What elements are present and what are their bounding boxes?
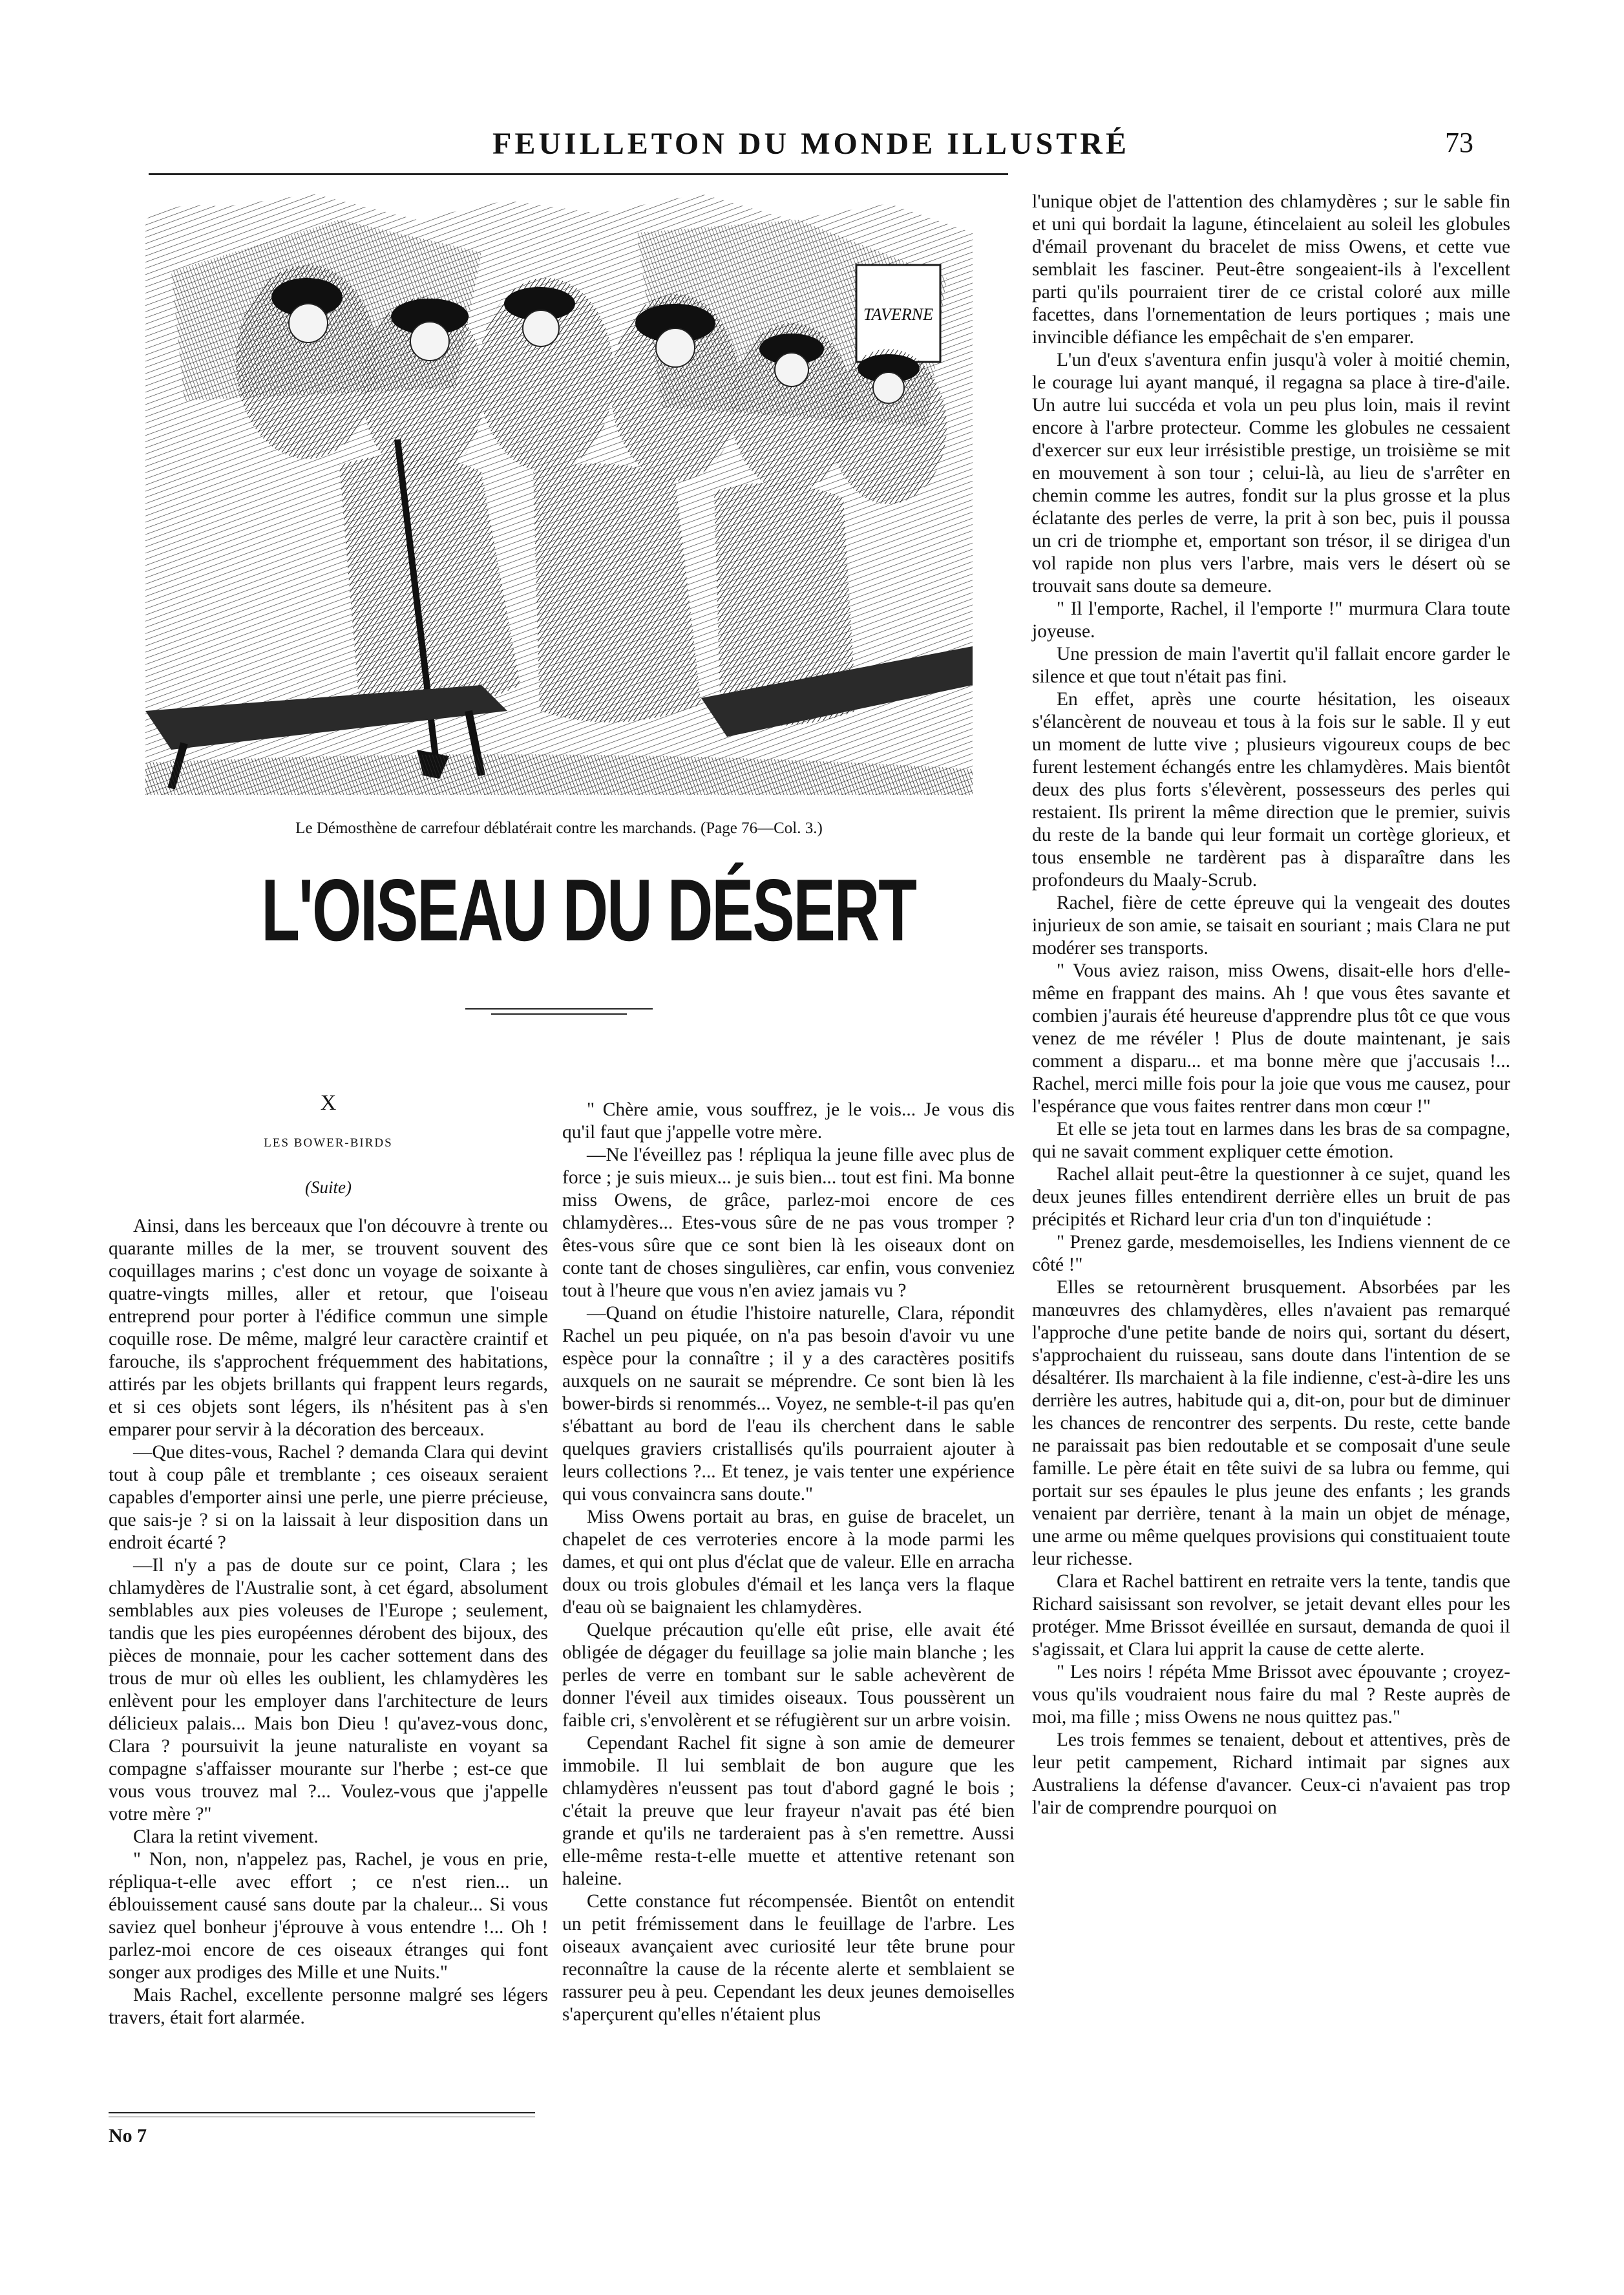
page-number: 73 bbox=[1445, 127, 1473, 158]
chapter-title: LES BOWER-BIRDS bbox=[264, 1136, 393, 1150]
engraving-illustration bbox=[145, 194, 973, 795]
footer-rule bbox=[109, 2112, 535, 2113]
title-rule-bottom bbox=[491, 1013, 627, 1015]
paragraph: Miss Owens portait au bras, en guise de bracelet, un chapelet de ces verroteries encore à la mode parmi les dames, et qui ont plus d'éclat que de valeur. Elle en arracha doux ou trois globules d'émail et les lança vers la flaque d'eau où se baignaient les chlamydères. bbox=[562, 1507, 1015, 1618]
paragraph: —Ne l'éveillez pas ! répliqua la jeune fille avec plus de force ; je suis mieux... je suis bien... tout est fini. Ma bonne miss Owens, de grâce, parlez-moi encore de ces chlamydères... Etes-vous sûre de ne pas vous tromper ? êtes-vous sûre que ce sont bien là les oiseaux dont on conte tant de choses singulières, car enfin, vous conveniez tout à l'heure que vous n'en aviez jamais vu ? bbox=[562, 1145, 1015, 1301]
paragraph: " Les noirs ! répéta Mme Brissot avec épouvante ; croyez-vous qu'ils voudraient nous faire du mal ? Reste auprès de moi, ma fille ; miss Owens ne nous quittez pas." bbox=[1032, 1662, 1510, 1728]
paragraph: Elles se retournèrent brusquement. Absorbées par les manœuvres des chlamydères, elles n'avaient pas remarqué l'approche d'une petite bande de noirs qui, sortant du désert, s'approchaient du ruisseau, sans doute dans l'intention de se désaltérer. Ils marchaient à la file indienne, c'est-à-dire les uns derrière les autres, habitude qui a, dit-on, pour but de diminuer les chances de rencontrer des serpents. Du reste, cette bande ne paraissait pas bien redoutable et se composait d'une seule famille. Le père était en tête suivi de sa lubra ou femme, qui portait sur ses épaules le plus jeune des enfants ; les grands venaient par derrière, tenant à la main un objet de ménage, une arme ou même quelques provisions qui constituaient toute leur richesse. bbox=[1032, 1277, 1510, 1569]
paragraph: l'unique objet de l'attention des chlamydères ; sur le sable fin et uni qui bordait la lagune, étincelaient au soleil les globules d'émail provenant du bracelet de miss Owens, et cette vue semblait les fasciner. Peut-être songeaient-ils à l'excellent parti qu'ils pourraient tirer de ce cristal coloré aux mille facettes, dans l'ornementation de leurs portiques ; mais une invincible défiance les empêchait de s'en emparer. bbox=[1032, 191, 1510, 348]
paragraph: Clara et Rachel battirent en retraite vers la tente, tandis que Richard saisissant son revolver, se jetait devant elles pour les protéger. Mme Brissot éveillée en sursaut, demanda de quoi il s'agissait, et Clara lui apprit la cause de cette alerte. bbox=[1032, 1571, 1510, 1660]
paragraph: Les trois femmes se tenaient, debout et attentives, près de leur petit campement, Richard intimait par signes aux Australiens la défense d'avancer. Ceux-ci n'avaient pas trop l'air de comprendre pourquoi on bbox=[1032, 1729, 1510, 1818]
paragraph: Clara la retint vivement. bbox=[133, 1826, 319, 1847]
text-column-3 bbox=[1032, 191, 1510, 1819]
engraving-crowd-scene-image bbox=[145, 194, 973, 795]
header-rule bbox=[149, 173, 1008, 175]
paragraph: En effet, après une courte hésitation, les oiseaux s'élancèrent de nouveau et tous à la fois sur le sable. Il y eut un moment de lutte vive ; plusieurs vigoureux coups de bec furent lestement échangés entre les chlamydères. Mais bientôt deux des plus forts s'élevèrent, possesseurs des perles qui restaient. Ils prirent la même direction que le premier, suivis du reste de la bande qui leur formait un cortège glorieux, et tous ensemble ne tardèrent pas à disparaître dans les profondeurs du Maaly-Scrub. bbox=[1032, 689, 1510, 891]
paragraph: —Quand on étudie l'histoire naturelle, Clara, répondit Rachel un peu piquée, on n'a pas besoin d'avoir vu une espèce pour la connaître ; il y a des caractères positifs auxquels on ne saurait se méprendre. Ce sont bien là les bower-birds si renommés... Voyez, ne semble-t-il pas qu'en s'ébattant au bord de l'eau ils cherchent dans le sable quelques graviers cristallisés qu'ils pourraient ajouter à leurs collections ?... Et tenez, je vais tenter une expérience qui vous convaincra sans doute." bbox=[562, 1303, 1015, 1505]
paragraph: Ainsi, dans les berceaux que l'on découvre à trente ou quarante milles de la mer, se trouvent souvent des coquillages marins ; c'est donc un voyage de soixante à quatre-vingts milles, aller et retour, que l'oiseau entreprend pour porter à l'édifice commun une simple coquille rose. De même, malgré leur caractère craintif et farouche, ils s'approchent fréquemment des habitations, attirés par les objets brillants qui frappent leurs regards, et si ces objets sont légers, ils n'hésitent pas à s'en emparer pour servir à la décoration des berceaux. bbox=[109, 1216, 548, 1440]
paragraph: Mais Rachel, excellente personne malgré ses légers travers, était fort alarmée. bbox=[109, 1985, 548, 2028]
paragraph: " Chère amie, vous souffrez, je le vois... Je vous dis qu'il faut que j'appelle votre mère. bbox=[562, 1099, 1015, 1143]
paragraph: —Il n'y a pas de doute sur ce point, Clara ; les chlamydères de l'Australie sont, à cet égard, absolument semblables aux pies voleuses de l'Europe ; seulement, tandis que les pies européennes dérobent des bijoux, des pièces de monnaie, pour les cacher sottement dans des trous de mur où elles les oublient, les chlamydères les enlèvent pour les employer dans l'architecture de leurs délicieux palais... Mais bon Dieu ! qu'avez-vous donc, Clara ? poursuivit la jeune naturaliste en voyant sa compagne s'affaisser mourante sur l'herbe ; est-ce que vous vous trouvez mal ?... Voulez-vous que j'appelle votre mère ?" bbox=[109, 1555, 548, 1824]
paragraph: L'un d'eux s'aventura enfin jusqu'à voler à moitié chemin, le courage lui ayant manqué, il regagna sa place à tire-d'aile. Un autre lui succéda et vola un peu plus loin, mais il revint encore à l'arbre protecteur. Comme les globules ne cessaient d'exercer sur eux leur irrésistible prestige, un troisième se mit en mouvement à son tour ; celui-là, au lieu de s'arrêter en chemin comme les autres, fondit sur la plus grosse et la plus éclatante des perles de verre, la prit à son bec, puis il poussa un cri de triomphe et, emportant son trésor, il se dirigea d'un vol rapide non plus vers l'arbre, mais vers le désert où se trouvait sans doute sa demeure. bbox=[1032, 350, 1510, 597]
paragraph: " Il l'emporte, Rachel, il l'emporte !" murmura Clara toute joyeuse. bbox=[1032, 598, 1510, 642]
title-rule-top bbox=[465, 1008, 653, 1010]
paragraph: " Non, non, n'appelez pas, Rachel, je vous en prie, répliqua-t-elle avec effort ; ce n'est rien... un éblouissement causé sans doute par la chaleur... Si vous saviez quel bonheur j'éprouve à vous entendre !... Oh ! parlez-moi encore de ces oiseaux étranges qui font songer aux prodiges des Mille et une Nuits." bbox=[109, 1849, 548, 1983]
issue-number: No 7 bbox=[109, 2125, 147, 2146]
paragraph: Et elle se jeta tout en larmes dans les bras de sa compagne, qui ne savait comment expliquer cette émotion. bbox=[1032, 1119, 1510, 1162]
paragraph: Cependant Rachel fit signe à son amie de demeurer immobile. Il lui semblait de bon augure que les chlamydères n'eussent pas tout d'abord gagné le bois ; c'était la preuve que leur frayeur n'avait pas été bien grande et qu'ils ne tarderaient pas à s'en remettre. Aussi elle-même resta-t-elle muette et attentive retenant son haleine. bbox=[562, 1733, 1015, 1889]
paragraph: Quelque précaution qu'elle eût prise, elle avait été obligée de dégager du feuillage sa jolie main blanche ; les perles de verre en tombant sur le sable achevèrent de donner l'éveil aux timides oiseaux. Tous poussèrent un faible cri, s'envolèrent et se réfugièrent sur un arbre voisin. bbox=[562, 1620, 1015, 1731]
article-title: L'OISEAU DU DÉSERT bbox=[261, 861, 916, 959]
chapter-number: X bbox=[320, 1091, 337, 1115]
svg-text:TAVERNE: TAVERNE bbox=[863, 305, 933, 324]
paragraph: Cette constance fut récompensée. Bientôt on entendit un petit frémissement dans le feuillage de l'arbre. Les oiseaux avançaient avec curiosité leur tête brune pour reconnaître la cause de la récente alerte et semblaient se rassurer peu à peu. Cependant les deux jeunes demoiselles s'aperçurent qu'elles n'étaient plus bbox=[562, 1891, 1015, 2025]
tavern-sign bbox=[863, 305, 933, 324]
paragraph: Rachel, fière de cette épreuve qui la vengeait des doutes injurieux de son amie, se taisait en souriant ; mais Clara ne put modérer ses transports. bbox=[1032, 893, 1510, 958]
page-header bbox=[149, 126, 1473, 171]
text-column-1 bbox=[109, 1215, 548, 2029]
paragraph: Une pression de main l'avertit qu'il fallait encore garder le silence et que tout n'était pas fini. bbox=[1032, 644, 1510, 687]
paragraph: " Vous aviez raison, miss Owens, disait-elle hors d'elle-même en frappant des mains. Ah ! que vous êtes savante et combien j'aurais été heureuse d'apprendre plus tôt ce que vous venez de me révéler ! Plus de doute maintenant, je sais comment a disparu... et ma bonne mère que j'accusais !... Rachel, merci mille fois pour la joie que vous me causez, pour l'espérance que vous faites rentrer dans mon cœur !" bbox=[1032, 960, 1510, 1117]
paragraph: —Que dites-vous, Rachel ? demanda Clara qui devint tout à coup pâle et tremblante ; ces oiseaux seraient capables d'emporter ainsi une perle, une pierre précieuse, que sais-je ? si on la laissait à leur disposition dans un endroit écarté ? bbox=[109, 1442, 548, 1553]
paragraph: Rachel allait peut-être la questionner à ce sujet, quand les deux jeunes filles entendirent derrière elles un bruit de pas précipités et Richard leur cria d'un ton d'inquiétude : bbox=[1032, 1164, 1510, 1230]
paragraph: " Prenez garde, mesdemoiselles, les Indiens viennent de ce côté !" bbox=[1032, 1232, 1510, 1275]
running-title: FEUILLETON DU MONDE ILLUSTRÉ bbox=[492, 127, 1130, 161]
illustration-caption: Le Démosthène de carrefour déblatérait contre les marchands. (Page 76—Col. 3.) bbox=[295, 820, 823, 837]
chapter-suite: (Suite) bbox=[305, 1178, 352, 1197]
text-column-2 bbox=[562, 1099, 1015, 2026]
